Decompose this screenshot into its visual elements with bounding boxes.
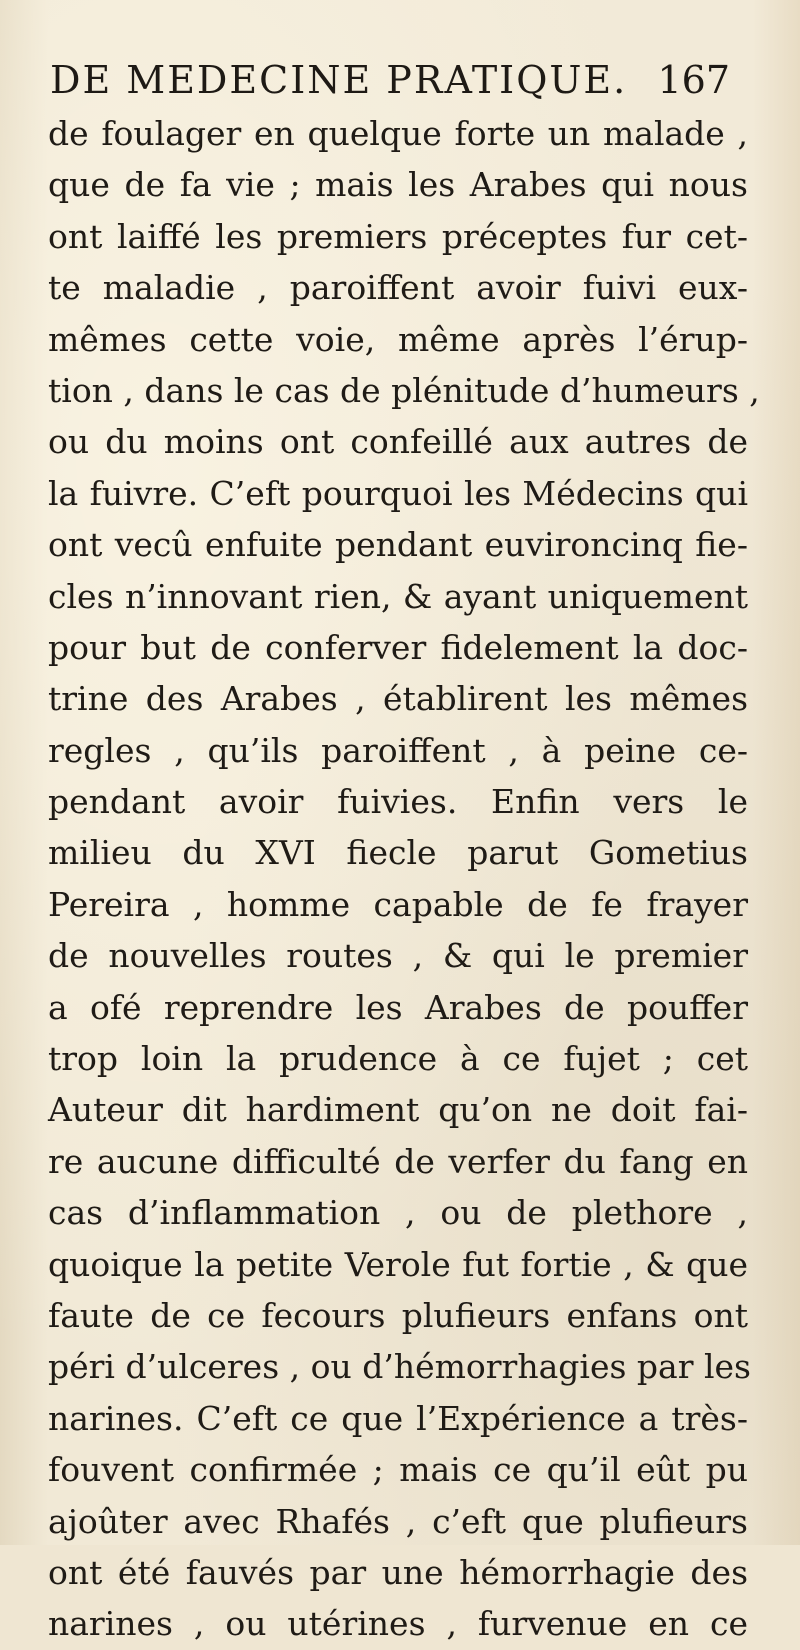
text-line: trine des Arabes , établirent les mêmes: [48, 679, 748, 719]
text-line: de foulager en quelque forte un malade ,: [48, 114, 748, 153]
text-line: la fuivre. C’eft pourquoi les Médecins qui: [48, 473, 748, 513]
text-line: quoique la petite Verole fut fortie , & que: [48, 1244, 748, 1284]
text-line: pour but de conferver fidelement la doc-: [48, 627, 748, 667]
text-line: ou du moins ont confeillé aux autres de: [48, 422, 748, 462]
text-line: trop loin la prudence à ce fujet ; cet: [48, 1039, 748, 1079]
running-title: DE MEDECINE PRATIQUE.: [50, 58, 628, 102]
text-line: faute de ce fecours plufieurs enfans ont: [48, 1295, 748, 1335]
text-line: ont laiffé les premiers préceptes fur cet-: [48, 216, 748, 256]
text-line: a ofé reprendre les Arabes de pouffer: [48, 987, 748, 1027]
body-text: [48, 108, 760, 1650]
text-line: tion , dans le cas de plénitude d’humeurs ,: [48, 370, 760, 410]
page-number: 167: [657, 58, 730, 102]
text-line: que de fa vie ; mais les Arabes qui nous: [48, 165, 748, 205]
text-line: ont vecû enfuite pendant euvironcinq fie-: [48, 525, 748, 565]
text-line: ajoûter avec Rhafés , c’eft que plufieurs: [48, 1501, 748, 1541]
text-line: cles n’innovant rien, & ayant uniquement: [48, 576, 748, 616]
text-line: Pereira , homme capable de fe frayer: [48, 884, 748, 924]
text-line: mêmes cette voie, même après l’érup-: [48, 319, 748, 359]
text-line: narines. C’eft ce que l’Expérience a très-: [48, 1398, 748, 1438]
text-line: te maladie , paroiffent avoir fuivi eux-: [48, 268, 748, 308]
text-line: narines , ou utérines , furvenue en ce: [48, 1604, 748, 1644]
text-line: pendant avoir fuivies. Enfin vers le: [48, 782, 748, 822]
text-line: milieu du XVI fiecle parut Gometius: [48, 833, 748, 873]
text-line: de nouvelles routes , & qui le premier: [48, 936, 748, 976]
page-header: [50, 58, 730, 104]
text-line: fouvent confirmée ; mais ce qu’il eût pu: [48, 1450, 748, 1490]
text-line: ont été fauvés par une hémorrhagie des: [48, 1552, 748, 1592]
text-line: regles , qu’ils paroiffent , à peine ce-: [48, 730, 748, 770]
text-line: cas d’inflammation , ou de plethore ,: [48, 1193, 748, 1233]
text-line: péri d’ulceres , ou d’hémorrhagies par les: [48, 1347, 751, 1387]
text-line: Auteur dit hardiment qu’on ne doit fai-: [48, 1090, 748, 1130]
text-line: re aucune difficulté de verfer du fang en: [48, 1141, 748, 1181]
